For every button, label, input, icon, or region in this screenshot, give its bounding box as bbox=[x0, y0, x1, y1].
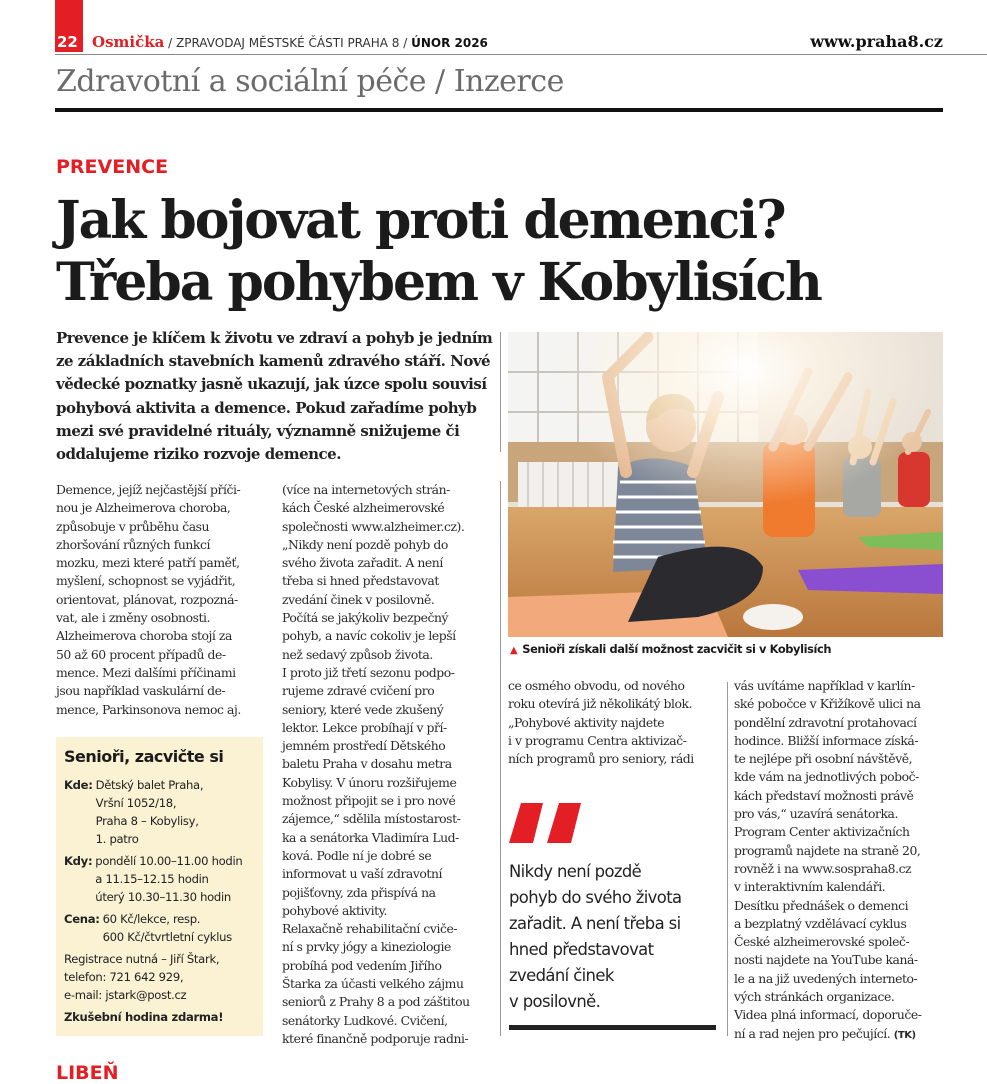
body-line: ních programů pro seniory, rádi bbox=[508, 751, 694, 767]
where-value bbox=[96, 776, 256, 848]
body-line: senátorky Ludkové. Cvičení, bbox=[282, 1012, 448, 1028]
issue-date: ÚNOR 2026 bbox=[411, 36, 488, 50]
body-line: I proto již třetí sezonu podpo- bbox=[282, 664, 455, 680]
pull-quote-block bbox=[509, 803, 723, 1030]
info-price bbox=[64, 910, 256, 946]
seniors-exercising-image bbox=[508, 332, 943, 637]
body-line: svého života zařadit. A není bbox=[282, 555, 443, 571]
pull-quote-line: hned představovat bbox=[509, 940, 654, 959]
header-divider bbox=[55, 54, 987, 55]
body-line: ka a senátorka Vladimíra Lud- bbox=[282, 829, 459, 845]
headline-line: Třeba pohybem v Kobylisích bbox=[56, 252, 821, 313]
body-line: hodince. Bližší informace získá- bbox=[734, 732, 919, 748]
pull-quote bbox=[509, 859, 723, 1015]
body-line: jemném prostředí Dětského bbox=[282, 738, 446, 754]
body-line: pohyb, a navíc cokoliv je lepší bbox=[282, 628, 456, 644]
body-line: orientovat, plánovat, rozpozná- bbox=[56, 591, 238, 607]
body-line: Relaxačně rehabilitační cviče- bbox=[282, 921, 458, 937]
body-line: jsou například vaskulární de- bbox=[56, 683, 226, 699]
body-line: Počítá se jakýkoliv bezpečný bbox=[282, 610, 449, 626]
body-line: vat, ale i změny osobnosti. bbox=[56, 610, 211, 626]
body-column-1 bbox=[56, 481, 268, 719]
price-line: 60 Kč/lekce, resp. bbox=[102, 911, 201, 926]
body-line: Videa plná informací, doporuče- bbox=[734, 1007, 922, 1023]
perex-line: oddalujeme riziko rozvoje demence. bbox=[56, 445, 341, 464]
info-where bbox=[64, 776, 256, 848]
running-head bbox=[92, 33, 488, 51]
body-line: rovněž i na www.sospraha8.cz bbox=[734, 860, 912, 876]
quote-mark-icon bbox=[509, 803, 723, 849]
body-line: seniory, které vede zkušený bbox=[282, 701, 444, 717]
body-line: nou je Alzheimerova choroba, bbox=[56, 500, 231, 516]
body-line: nosti najdete na YouTube kaná- bbox=[734, 952, 918, 968]
pull-quote-line: v posilovně. bbox=[509, 992, 601, 1011]
body-line: společnosti www.alzheimer.cz). bbox=[282, 518, 465, 534]
pull-quote-line: Nikdy není pozdě bbox=[509, 862, 642, 881]
column-divider bbox=[500, 332, 501, 452]
info-when bbox=[64, 852, 256, 906]
registration-info bbox=[64, 950, 256, 1004]
article-kicker: PREVENCE bbox=[56, 156, 169, 178]
pull-quote-rule bbox=[509, 1025, 716, 1030]
perex-line: ze základních stavebních kamenů zdravého stáří. Nové bbox=[56, 352, 491, 371]
body-line: i v programu Centra aktivizač- bbox=[508, 732, 687, 748]
body-line: než sedavý způsob života. bbox=[282, 646, 433, 662]
body-line: myšlení, schopnost se vyjádřit, bbox=[56, 573, 236, 589]
body-line: možnost připojit se i pro nové bbox=[282, 793, 456, 809]
body-line: „Pohybové aktivity najdete bbox=[508, 714, 665, 730]
body-line: kde vám na jednotlivých poboč- bbox=[734, 769, 919, 785]
when-line: pondělí 10.00–11.00 hodin bbox=[95, 853, 243, 868]
where-line: 1. patro bbox=[95, 831, 139, 846]
body-line: pondělní zdravotní protahovací bbox=[734, 714, 917, 730]
when-value bbox=[95, 852, 256, 906]
free-trial-note: Zkušební hodina zdarma! bbox=[64, 1009, 224, 1024]
when-line: úterý 10.30–11.30 hodin bbox=[95, 889, 231, 904]
body-line: ské pobočce v Křižíkově ulici na bbox=[734, 696, 921, 712]
body-line: v interaktivním kalendáři. bbox=[734, 879, 886, 895]
body-column-2 bbox=[282, 481, 494, 1048]
brand-name: Osmička bbox=[92, 33, 165, 51]
next-article-kicker: LIBEŇ bbox=[56, 1062, 119, 1084]
section-title: Zdravotní a sociální péče / Inzerce bbox=[56, 64, 564, 99]
price-value bbox=[103, 910, 256, 946]
body-line: pojišťovny, zda přispívá na bbox=[282, 884, 436, 900]
body-column-3 bbox=[508, 677, 722, 768]
body-line: ková. Podle ní je dobré se bbox=[282, 847, 432, 863]
pull-quote-line: zvedání činek bbox=[509, 966, 614, 985]
body-line: Desítku přednášek o demenci bbox=[734, 897, 909, 913]
body-line-text: ní a rad nejen pro pečující. bbox=[734, 1025, 894, 1041]
body-line: zájemce,“ sdělila místostarost- bbox=[282, 811, 461, 827]
body-line: mozku, mezi které patří paměť, bbox=[56, 555, 240, 571]
column-divider bbox=[727, 682, 728, 1036]
body-line: ce osmého obvodu, od nového bbox=[508, 678, 685, 693]
info-box bbox=[56, 737, 263, 1036]
when-label: Kdy: bbox=[64, 853, 93, 868]
info-box-title: Senioři, zacvičte si bbox=[64, 746, 224, 766]
body-line: vých stránkách organizace. bbox=[734, 989, 895, 1005]
body-line: způsobuje v průběhu času bbox=[56, 518, 210, 534]
body-line: Štarka za účasti velkého zájmu bbox=[282, 976, 464, 992]
body-line: baletu Praha v dosahu metra bbox=[282, 756, 452, 772]
headline-line: Jak bojovat proti demenci? bbox=[56, 190, 785, 251]
page-number: 22 bbox=[57, 33, 78, 51]
body-line: informovat u vaší zdravotní bbox=[282, 866, 442, 882]
body-line: vás uvítáme například v karlín- bbox=[734, 678, 915, 693]
body-line: probíhá pod vedením Jiřího bbox=[282, 957, 442, 973]
body-line: České alzheimerovské společ- bbox=[734, 934, 910, 950]
price-label: Cena: bbox=[64, 911, 100, 926]
body-column-4 bbox=[734, 677, 954, 1045]
perex-line: Prevence je klíčem k životu ve zdraví a pohyb je jedním bbox=[56, 329, 493, 347]
body-line: (více na internetových strán- bbox=[282, 482, 450, 497]
body-line: Demence, jejíž nejčastější příči- bbox=[56, 482, 241, 497]
caption-text: Senioři získali další možnost zacvičit si v Kobylisích bbox=[522, 642, 832, 656]
column-1-stack bbox=[56, 481, 268, 1036]
price-line: 600 Kč/čtvrtletní cyklus bbox=[102, 929, 232, 944]
article-headline bbox=[56, 190, 946, 314]
pull-quote-line: zařadit. A není třeba si bbox=[509, 914, 681, 933]
caption-triangle-icon: ▲ bbox=[510, 645, 518, 656]
body-line: které finančně podporuje radni- bbox=[282, 1030, 469, 1046]
running-head-subtitle: / ZPRAVODAJ MĚSTSKÉ ČÁSTI PRAHA 8 / bbox=[164, 36, 412, 50]
section-divider bbox=[55, 108, 943, 112]
body-line: programů najdete na straně 20, bbox=[734, 842, 921, 858]
body-line bbox=[734, 1025, 954, 1045]
body-line: te nejlépe při osobní návštěvě, bbox=[734, 751, 913, 767]
perex-line: vědecké poznatky jasně ukazují, jak úzce spolu souvisí bbox=[56, 375, 487, 394]
body-line: a bezplatný vzdělávací cyklus bbox=[734, 915, 907, 931]
body-line: „Nikdy není pozdě pohyb do bbox=[282, 536, 448, 552]
body-line: pro vás,“ uzavírá senátorka. bbox=[734, 806, 898, 822]
body-line: seniorů z Prahy 8 a pod záštitou bbox=[282, 994, 470, 1010]
where-line: Vršní 1052/18, bbox=[95, 795, 177, 810]
body-line: zvedání činek v posilovně. bbox=[282, 591, 435, 607]
body-column-4-lines bbox=[734, 677, 954, 1025]
body-line: třeba si hned představovat bbox=[282, 573, 439, 589]
perex-line: mezi své pravidelné rituály, významně snižujeme či bbox=[56, 421, 460, 440]
column-divider bbox=[500, 481, 501, 1036]
body-line: Alzheimerova choroba stojí za bbox=[56, 628, 232, 644]
body-line: 50 až 60 procent případů de- bbox=[56, 646, 226, 662]
website-link[interactable]: www.praha8.cz bbox=[810, 32, 943, 51]
phone-number[interactable]: telefon: 721 642 929, bbox=[64, 969, 184, 984]
pull-quote-line: pohyb do svého života bbox=[509, 888, 682, 907]
article-perex bbox=[56, 327, 492, 466]
body-line: lektor. Lekce probíhají v pří- bbox=[282, 719, 447, 735]
body-line: pohybové aktivity. bbox=[282, 902, 388, 918]
where-label: Kde: bbox=[64, 777, 93, 792]
body-line: rujeme zdravé cvičení pro bbox=[282, 683, 435, 699]
body-line: roku otevírá již několikátý blok. bbox=[508, 696, 693, 712]
author-signature: (TK) bbox=[893, 1029, 916, 1041]
registration-line: Registrace nutná – Jiří Štark, bbox=[64, 951, 220, 966]
where-line: Dětský balet Praha, bbox=[95, 777, 204, 792]
body-line: ní s prvky jógy a kineziologie bbox=[282, 939, 451, 955]
perex-line: pohybová aktivita a demence. Pokud zařadíme pohyb bbox=[56, 398, 477, 417]
when-line: a 11.15–12.15 hodin bbox=[95, 871, 209, 886]
article-photo bbox=[508, 332, 943, 637]
email-address[interactable]: e-mail: jstark@post.cz bbox=[64, 987, 187, 1002]
body-line: mence. Mezi dalšími příčinami bbox=[56, 664, 236, 680]
body-line: Kobylisy. V únoru rozšiřujeme bbox=[282, 774, 457, 790]
body-line: le a na již uvedených interneto- bbox=[734, 970, 918, 986]
where-line: Praha 8 – Kobylisy, bbox=[95, 813, 199, 828]
body-line: mence, Parkinsonova nemoc aj. bbox=[56, 701, 241, 717]
body-line: kách České alzheimerovské bbox=[282, 500, 445, 516]
body-line: zhoršování různých funkcí bbox=[56, 536, 210, 552]
body-line: Program Center aktivizačních bbox=[734, 824, 910, 840]
body-line: kách představí možnosti právě bbox=[734, 787, 914, 803]
photo-caption bbox=[510, 642, 831, 656]
